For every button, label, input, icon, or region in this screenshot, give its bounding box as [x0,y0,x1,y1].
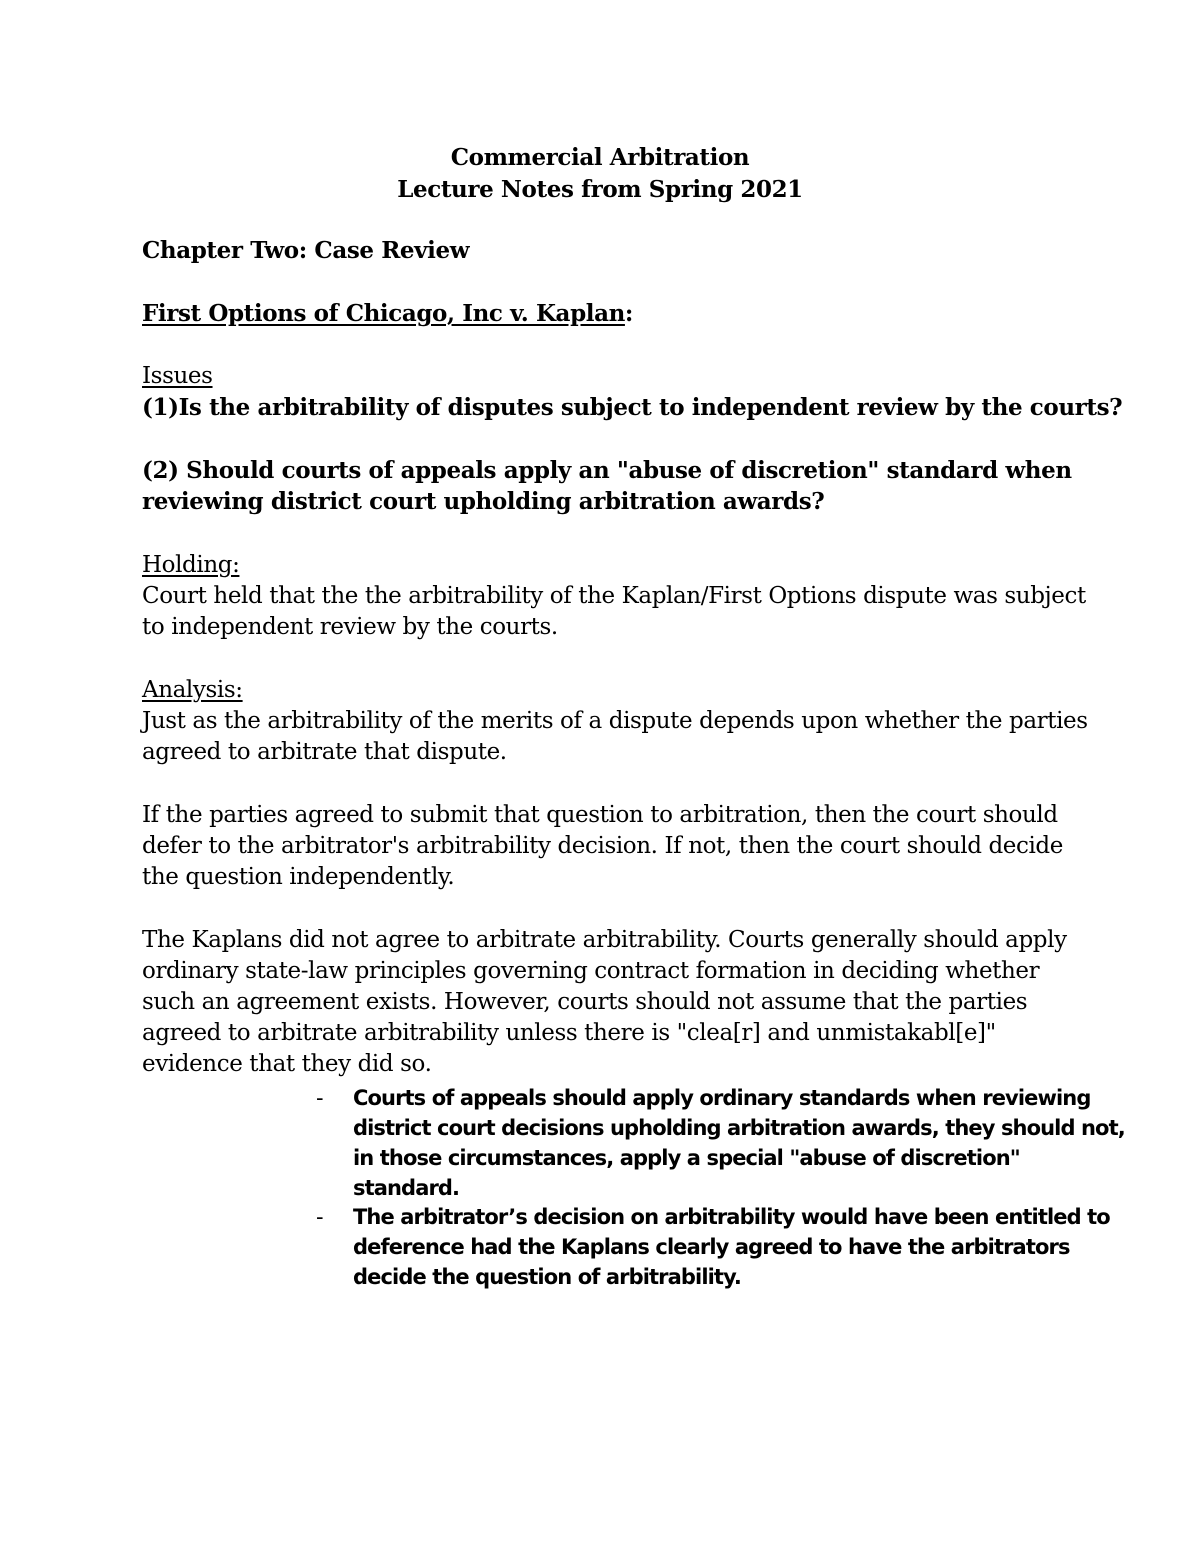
bullet-2-marker: - [316,1205,324,1229]
analysis-p2-line-2: defer to the arbitrator's arbitrability decision. If not, then the court should decide [142,833,1063,859]
holding-line-1: Court held that the the arbitrability of the Kaplan/First Options dispute was subject [142,583,1086,609]
analysis-p3-line-2: ordinary state-law principles governing contract formation in deciding whether [142,958,1040,984]
analysis-label: Analysis: [142,677,243,703]
bullet-1-marker: - [316,1086,324,1110]
issue-2-line-2: reviewing district court upholding arbitration awards? [142,488,825,515]
bullet-1-line-2: district court decisions upholding arbitration awards, they should not, [353,1116,1125,1140]
analysis-p2-line-1: If the parties agreed to submit that question to arbitration, then the court should [142,802,1058,828]
document-title: Commercial Arbitration [450,144,750,171]
case-heading [142,298,633,329]
bullet-1-line-1: Courts of appeals should apply ordinary standards when reviewing [353,1086,1091,1110]
analysis-p2-line-3: the question independently. [142,864,455,890]
issue-2-line-1: (2) Should courts of appeals apply an "abuse of discretion" standard when [142,457,1072,484]
case-name-colon: : [624,300,634,327]
document-subtitle: Lecture Notes from Spring 2021 [397,176,803,203]
issues-label: Issues [142,363,213,389]
analysis-p1-line-1: Just as the arbitrability of the merits of a dispute depends upon whether the parties [142,708,1088,734]
bullet-1-line-3: in those circumstances, apply a special "abuse of discretion" [353,1146,1020,1170]
analysis-p3-line-4: agreed to arbitrate arbitrability unless there is "clea[r] and unmistakabl[e]" [142,1020,996,1046]
bullet-2-line-3: decide the question of arbitrability. [353,1265,742,1289]
analysis-p3-line-5: evidence that they did so. [142,1051,432,1077]
holding-line-2: to independent review by the courts. [142,614,558,640]
holding-label: Holding: [142,552,240,578]
analysis-p3-line-3: such an agreement exists. However, courts should not assume that the parties [142,989,1028,1015]
case-name: First Options of Chicago, Inc v. Kaplan [142,300,625,327]
issue-1: (1)Is the arbitrability of disputes subject to independent review by the courts? [142,394,1123,421]
chapter-heading: Chapter Two: Case Review [142,237,470,264]
bullet-2-line-2: deference had the Kaplans clearly agreed to have the arbitrators [353,1235,1070,1259]
bullet-1-line-4: standard. [353,1176,460,1200]
analysis-p1-line-2: agreed to arbitrate that dispute. [142,739,507,765]
analysis-p3-line-1: The Kaplans did not agree to arbitrate arbitrability. Courts generally should apply [142,927,1067,953]
bullet-2-line-1: The arbitrator’s decision on arbitrability would have been entitled to [353,1205,1110,1229]
